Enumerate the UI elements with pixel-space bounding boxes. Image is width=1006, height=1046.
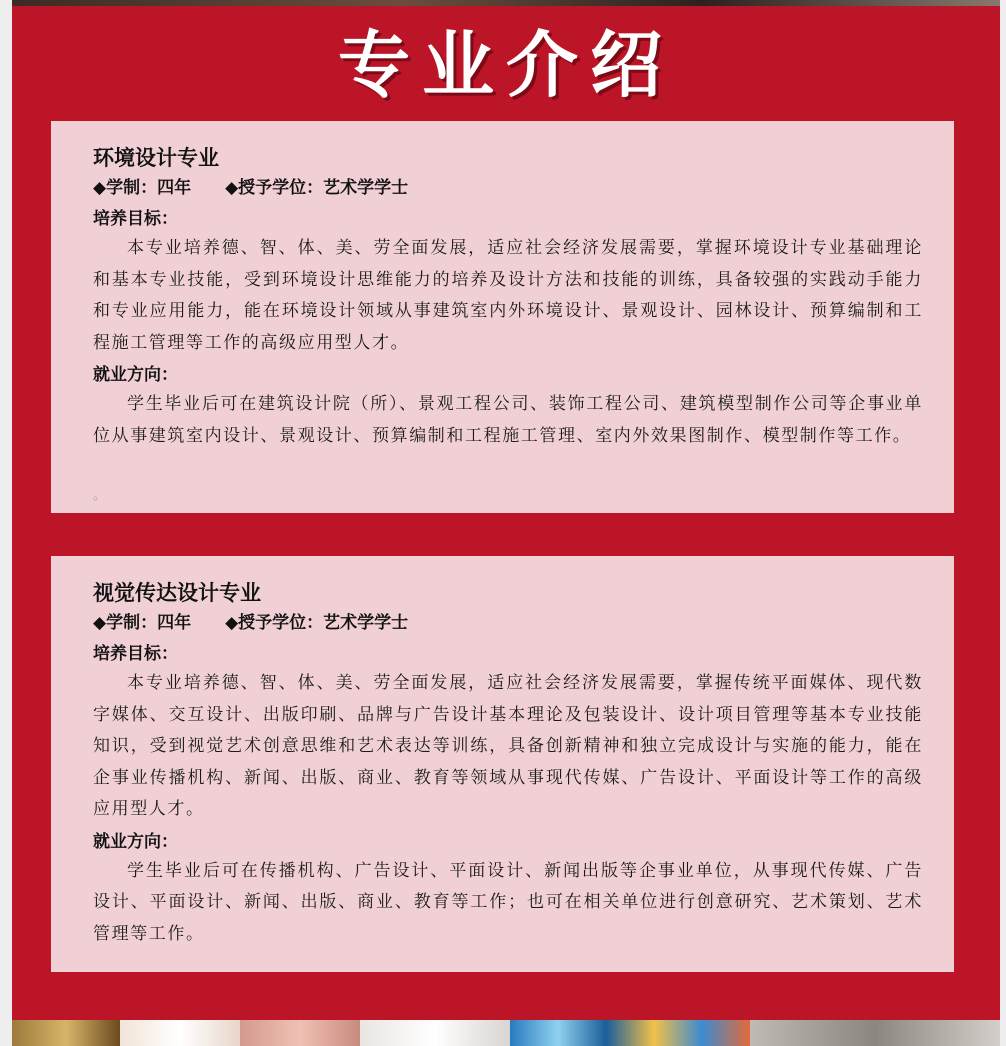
content-panel — [12, 6, 1000, 1020]
major-card-body — [93, 578, 923, 950]
photo-thumbnail — [750, 1020, 1000, 1046]
career-paragraph: 学生毕业后可在建筑设计院（所）、景观工程公司、装饰工程公司、建筑模型制作公司等企事业单位从事建筑室内设计、景观设计、预算编制和工程施工管理、室内外效果图制作、模型制作等工作。 — [93, 394, 923, 446]
major-title: 视觉传达设计专业 — [93, 581, 261, 605]
major-meta — [93, 608, 923, 638]
goal-paragraph: 本专业培养德、智、体、美、劳全面发展，适应社会经济发展需要，掌握环境设计专业基础理论和基本专业技能，受到环境设计思维能力的培养及设计方法和技能的训练，具备较强的实践动手能力和专业应用能力，能在环境设计领域从事建筑室内外环境设计、景观设计、园林设计、预算编制和工程施工管理等工作的高级应用型人才。 — [93, 238, 923, 353]
duration-label: ◆学制：四年 — [93, 178, 192, 198]
career-heading: 就业方向： — [93, 365, 178, 385]
major-title: 环境设计专业 — [93, 146, 219, 170]
career-heading: 就业方向： — [93, 831, 178, 852]
goal-heading: 培养目标： — [93, 209, 178, 229]
photo-thumbnail — [360, 1020, 510, 1046]
major-card-body — [93, 143, 923, 452]
page-title: 专业介绍 — [337, 23, 674, 107]
duration-label: ◆学制：四年 — [93, 613, 192, 633]
goal-paragraph: 本专业培养德、智、体、美、劳全面发展，适应社会经济发展需要，掌握传统平面媒体、现代数字媒体、交互设计、出版印刷、品牌与广告设计基本理论及包装设计、设计项目管理等基本专业技能知识，受到视觉艺术创意思维和艺术表达等训练，具备创新精神和独立完成设计与实施的能力，能在企事业传播机构、新闻、出版、商业、教育等领域从事现代传媒、广告设计、平面设计等工作的高级应用型人才。 — [93, 673, 923, 819]
photo-thumbnail — [510, 1020, 750, 1046]
major-card-visual-communication — [51, 556, 954, 972]
bottom-photo-strip — [12, 1020, 1000, 1046]
left-margin — [0, 0, 12, 1046]
degree-label: ◆授予学位：艺术学学士 — [225, 178, 409, 198]
right-margin — [1000, 0, 1006, 1046]
career-paragraph: 学生毕业后可在传播机构、广告设计、平面设计、新闻出版等企事业单位，从事现代传媒、广告设计、平面设计、新闻、出版、商业、教育等工作；也可在相关单位进行创意研究、艺术策划、艺术管理等工作。 — [93, 860, 923, 944]
trailing-mark: 。 — [93, 488, 107, 503]
photo-thumbnail — [120, 1020, 240, 1046]
major-card-environment-design — [51, 121, 954, 513]
photo-thumbnail — [12, 1020, 120, 1046]
major-meta — [93, 173, 923, 203]
degree-label: ◆授予学位：艺术学学士 — [225, 613, 409, 633]
goal-heading: 培养目标： — [93, 644, 178, 664]
photo-thumbnail — [240, 1020, 360, 1046]
